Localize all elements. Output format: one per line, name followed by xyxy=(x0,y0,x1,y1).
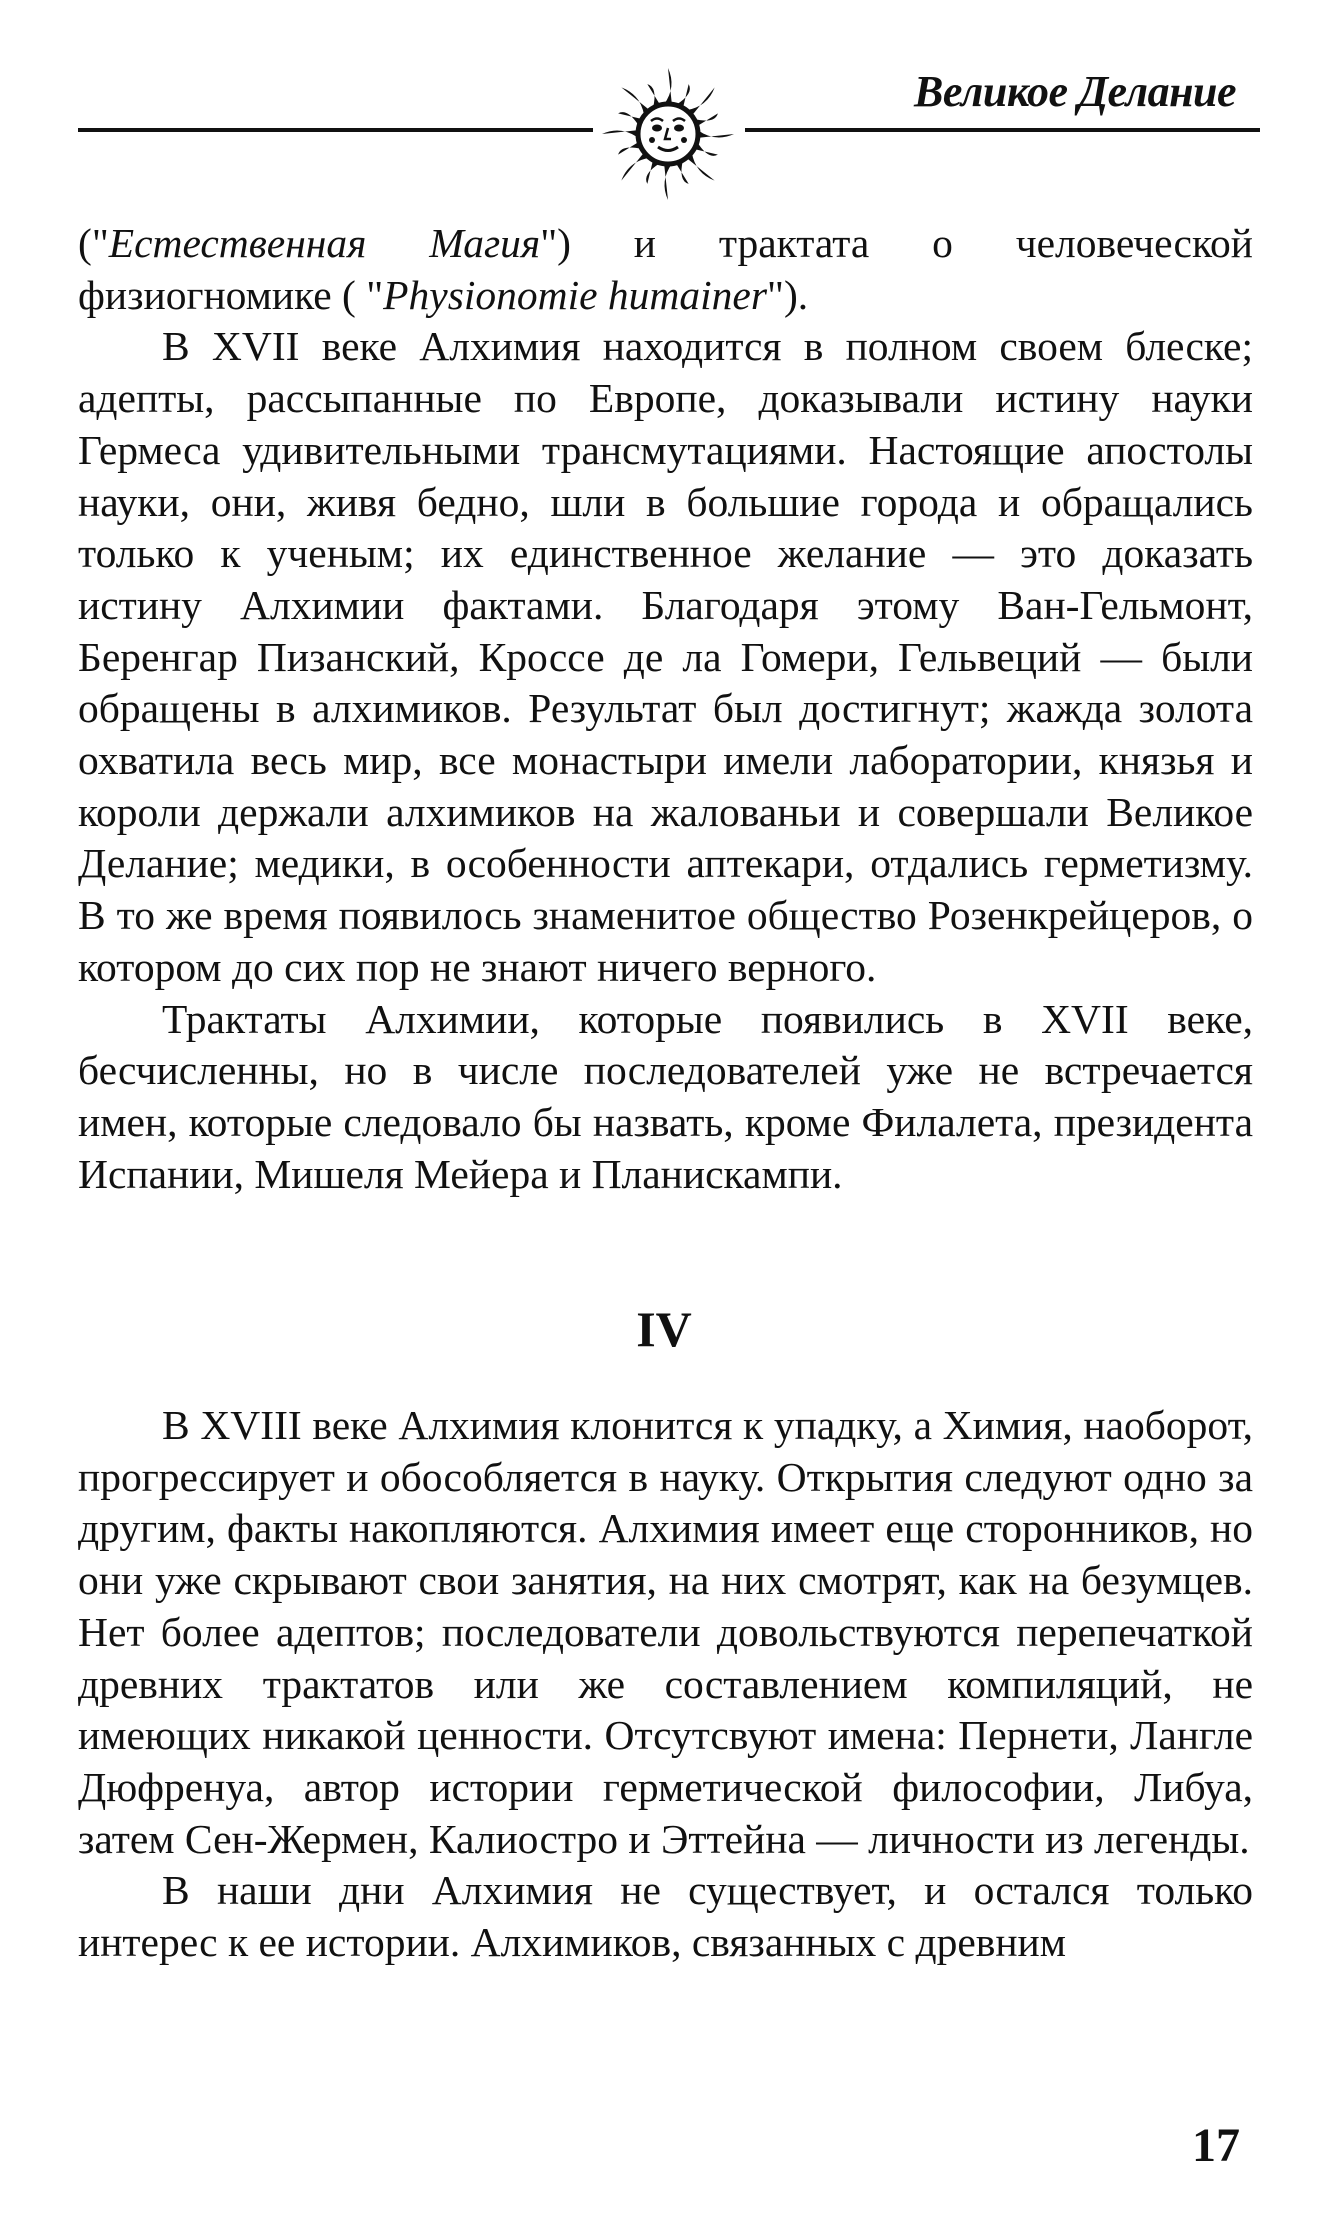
page-number: 17 xyxy=(1192,2119,1240,2172)
paragraph-text: ") и трактата о человеческой физиогномике ( " xyxy=(78,220,1253,318)
sun-ray xyxy=(698,130,734,138)
paragraph xyxy=(78,1865,1253,1968)
sun-ray xyxy=(664,68,672,104)
italic-title-text: Естественная Магия xyxy=(108,220,541,266)
paragraph-text: В XVII веке Алхимия находится в полном своем блеске; адепты, рассыпанные по Европе, доказывали истину науки Гермеса удивительными трансмутациями. Настоящие апостолы науки, они, живя бедно, шли в большие города и обращались только к ученым; их единственное желание — это доказать истину Алхимии фактами. Благодаря этому Ван-Гельмонт, Беренгар Пизанский, Кроссе де ла Гомери, Гельвеций — были обращены в алхимиков. Результат был достигнут; жажда золота охватила весь мир, все монастыри имели лаборатории, князья и короли держали алхимиков на жалованьи и совершали Великое Делание; медики, в особенности аптекари, отдались герметизму. В то же время появилось знаменитое общество Розенкрейцеров, о котором до сих пор не знают ничего верного. xyxy=(78,323,1253,990)
paragraph xyxy=(78,994,1253,1201)
paragraph-text: (" xyxy=(78,220,109,266)
sun-face-icon xyxy=(600,66,736,202)
header-rule-right xyxy=(745,128,1260,132)
paragraph-text: В наши дни Алхимия не существует, и остался только интерес к ее истории. Алхимиков, связанных с древним xyxy=(78,1867,1253,1966)
text-block-upper xyxy=(78,218,1253,1200)
paragraph-text: "). xyxy=(767,271,809,318)
paragraph-text: В XVIII веке Алхимия клонится к упадку, а Химия, наоборот, прогрессирует и обособляется в науку. Открытия следуют одно за другим, факты накопляются. Алхимия имеет еще сторонников, но они уже скрывают свои занятия, на них смотрят, как на безумцев. Нет более адептов; последователи довольствуются перепечаткой древних трактатов или же составлением компиляций, не имеющих никакой ценности. Отсутсвуют имена: Пернети, Лангле Дюфренуа, автор истории герметической философии, Либуа, затем Сен-Жермен, Калиостро и Эттейна — личности из легенды. xyxy=(78,1402,1253,1862)
text-block-lower xyxy=(78,1400,1253,1969)
sun-ray xyxy=(602,130,638,138)
italic-title-text: Physionomie humainer xyxy=(383,271,767,318)
section-heading-numeral: IV xyxy=(636,1301,692,1357)
paragraph-text: Трактаты Алхимии, которые появились в XVII веке, бесчисленны, но в числе последователей уже не встречается имен, которые следовало бы назвать, кроме Филалета, президента Испании, Мишеля Мейера и Планискампи. xyxy=(78,995,1253,1197)
header-rule-left xyxy=(78,128,593,132)
sun-ray xyxy=(664,164,672,200)
paragraph xyxy=(78,218,1253,321)
paragraph xyxy=(78,321,1253,993)
paragraph xyxy=(78,1400,1253,1865)
running-header-title: Великое Делание xyxy=(914,67,1236,116)
